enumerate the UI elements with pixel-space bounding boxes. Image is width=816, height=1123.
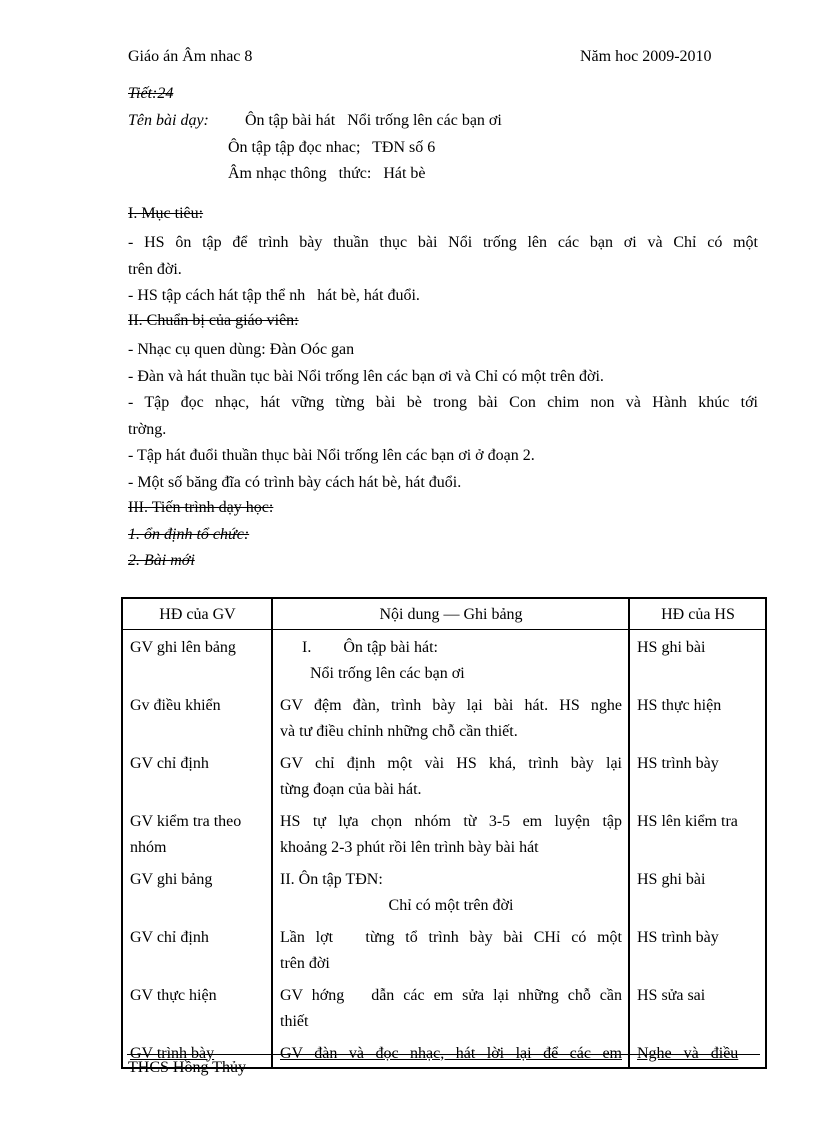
header-left: Giáo án Âm nhac 8 xyxy=(128,48,253,65)
header-right: Năm hoc 2009-2010 xyxy=(580,48,712,65)
content-line: GV hớng dẫn các em sửa lại những chỗ cần xyxy=(280,986,622,1004)
content-cell xyxy=(272,978,629,1036)
student-activity: HS trình bày xyxy=(629,920,766,978)
content-line: từng đoạn của bài hát. xyxy=(280,781,422,798)
student-activity: HS thực hiện xyxy=(629,688,766,746)
teacher-activity: Gv điều khiển xyxy=(122,688,272,746)
preparation-line: - Nhạc cụ quen dùng: Đàn Oóc gan xyxy=(128,341,355,358)
column-header-content: Nội dung — Ghi bảng xyxy=(272,598,629,629)
content-line: Nổi trống lên các bạn ơi xyxy=(310,665,465,682)
lesson-title-label: Tên bài dạy: xyxy=(128,112,209,129)
content-line: trên đời xyxy=(280,955,330,972)
content-cell xyxy=(272,862,629,920)
content-line: GV đệm đàn, trình bày lại bài hát. HS nghe xyxy=(280,696,622,714)
content-line: GV đàn và đọc nhạc, hát lời lại để các em xyxy=(280,1044,622,1062)
student-activity: HS ghi bài xyxy=(629,629,766,688)
student-activity: Nghe và điều xyxy=(629,1036,766,1069)
content-cell xyxy=(272,688,629,746)
table-row xyxy=(122,862,766,920)
preparation-line: - Đàn và hát thuần tục bài Nổi trống lên các bạn ơi và Chỉ có một trên đời. xyxy=(128,367,604,385)
teacher-activity: GV ghi lên bảng xyxy=(122,629,272,688)
table-row xyxy=(122,629,766,688)
footer-rule xyxy=(127,1054,760,1055)
lesson-period: Tiết:24 xyxy=(128,85,174,102)
objectives-text xyxy=(128,230,758,310)
preparation-line: - Tập đọc nhạc, hát vững từng bài bè trong bài Con chim non và Hành khúc tới xyxy=(128,394,758,411)
lesson-topic: Âm nhạc thông thức: Hát bè xyxy=(228,165,426,182)
table-row xyxy=(122,920,766,978)
section-heading-objectives: I. Mục tiêu: xyxy=(128,205,204,222)
table-row xyxy=(122,804,766,862)
content-line: khoảng 2-3 phút rồi lên trình bày bài hát xyxy=(280,839,539,856)
table-header-row xyxy=(122,598,766,629)
content-line: II. Ôn tập TĐN: xyxy=(280,870,383,888)
student-activity: HS ghi bài xyxy=(629,862,766,920)
table-row xyxy=(122,688,766,746)
content-cell xyxy=(272,629,629,688)
content-line: thiết xyxy=(280,1013,309,1030)
objectives-line: trên đời. xyxy=(128,260,182,278)
teacher-activity: GV chỉ định xyxy=(122,746,272,804)
section-heading-preparation: II. Chuẩn bị của giáo viên: xyxy=(128,312,299,329)
subheading-organization: 1. ổn định tổ chức: xyxy=(128,526,250,543)
content-line: và tư điều chỉnh những chỗ cần thiết. xyxy=(280,723,518,740)
content-cell xyxy=(272,920,629,978)
teacher-activity: GV kiểm tra theo nhóm xyxy=(122,804,272,862)
student-activity: HS trình bày xyxy=(629,746,766,804)
content-line: Chỉ có một trên đời xyxy=(388,897,514,914)
section-heading-procedure: III. Tiến trình dạy học: xyxy=(128,499,274,516)
content-cell xyxy=(272,746,629,804)
footer-school: THCS Hồng Thủy xyxy=(128,1059,246,1076)
table-row xyxy=(122,978,766,1036)
lesson-topic: Ôn tập bài hát Nổi trống lên các bạn ơi xyxy=(245,112,502,129)
column-header-teacher: HĐ của GV xyxy=(122,598,272,629)
student-activity: HS lên kiểm tra xyxy=(629,804,766,862)
content-line: Lần lợt từng tổ trình bày bài CHỉ có một xyxy=(280,928,622,946)
objectives-line: - HS ôn tập để trình bày thuần thục bài Nổi trống lên các bạn ơi và Chỉ có một xyxy=(128,234,758,251)
preparation-line: - Một số băng đĩa có trình bày cách hát bè, hát đuổi. xyxy=(128,473,462,491)
preparation-line: trờng. xyxy=(128,420,167,438)
content-cell xyxy=(272,1036,629,1069)
teacher-activity: GV chỉ định xyxy=(122,920,272,978)
content-cell xyxy=(272,804,629,862)
subheading-new-lesson: 2. Bài mới xyxy=(128,552,195,569)
column-header-student: HĐ của HS xyxy=(629,598,766,629)
content-line: HS tự lựa chọn nhóm từ 3-5 em luyện tập xyxy=(280,812,622,830)
teacher-activity: GV trình bày xyxy=(122,1036,272,1069)
content-line: I. Ôn tập bài hát: xyxy=(302,638,438,656)
preparation-line: - Tập hát đuổi thuần thục bài Nổi trống lên các bạn ơi ở đoạn 2. xyxy=(128,447,535,464)
lesson-topic: Ôn tập tập đọc nhac; TĐN số 6 xyxy=(228,139,436,156)
teacher-activity: GV ghi bảng xyxy=(122,862,272,920)
lesson-table xyxy=(121,597,767,1069)
student-activity: HS sửa sai xyxy=(629,978,766,1036)
table-row xyxy=(122,746,766,804)
preparation-text xyxy=(128,337,758,496)
teacher-activity: GV thực hiện xyxy=(122,978,272,1036)
content-line: GV chỉ định một vài HS khá, trình bày lại xyxy=(280,754,622,772)
objectives-line: - HS tập cách hát tập thể nh hát bè, hát đuổi. xyxy=(128,287,420,304)
